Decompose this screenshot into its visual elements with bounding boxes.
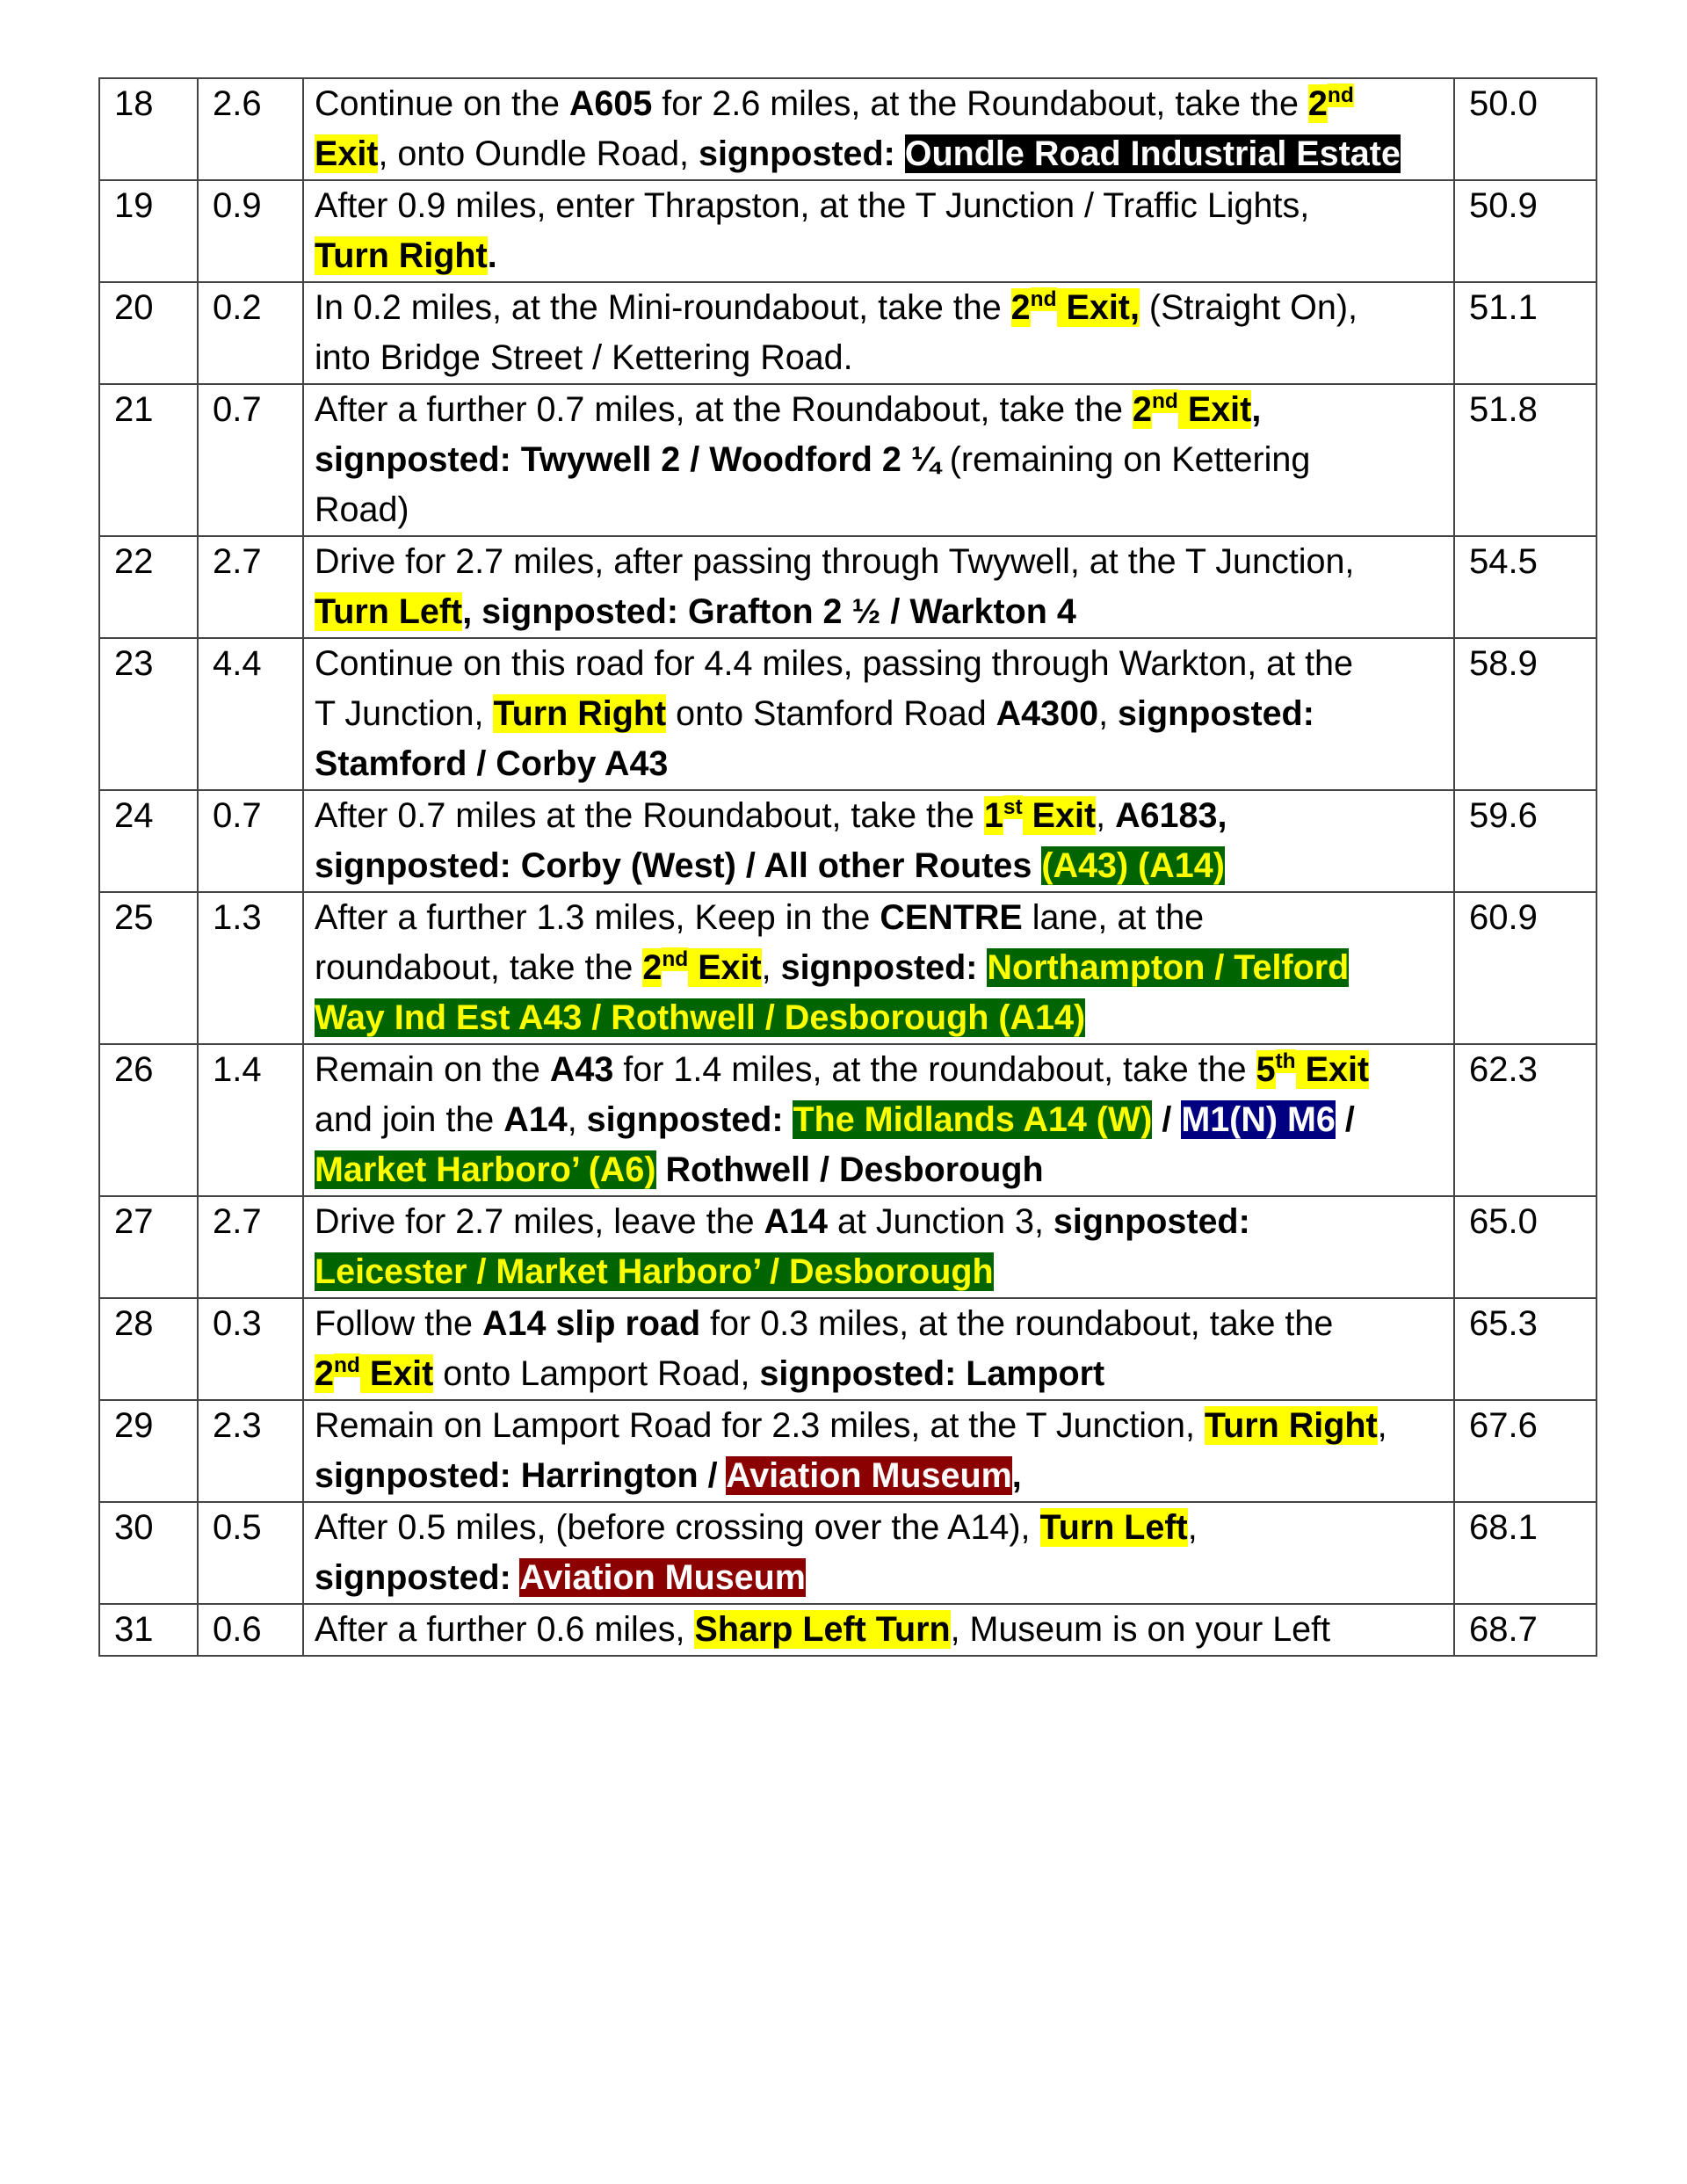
step-number: 23 xyxy=(99,638,198,790)
step-distance: 0.5 xyxy=(198,1502,303,1604)
instruction-text: A605 xyxy=(568,84,653,123)
cumulative-distance: 59.6 xyxy=(1454,790,1596,892)
step-instruction xyxy=(303,790,1454,892)
step-instruction xyxy=(303,78,1454,180)
step-number: 30 xyxy=(99,1502,198,1604)
instruction-text: roundabout, take the xyxy=(315,948,643,987)
instruction-text: After 0.5 miles, (before crossing over the A14), xyxy=(315,1508,1040,1547)
instruction-text: A6183, xyxy=(1115,796,1227,835)
step-number: 29 xyxy=(99,1400,198,1502)
instruction-text: Drive for 2.7 miles, after passing through Twywell, at the T Junction, xyxy=(315,542,1355,581)
instruction-text: After 0.9 miles, enter Thrapston, at the T Junction / Traffic Lights, xyxy=(315,186,1310,225)
step-distance: 2.7 xyxy=(198,1196,303,1298)
table-row xyxy=(99,1196,1596,1298)
cumulative-distance: 51.8 xyxy=(1454,384,1596,536)
instruction-text: In 0.2 miles, at the Mini-roundabout, take the xyxy=(315,288,1011,327)
step-distance: 2.6 xyxy=(198,78,303,180)
instruction-text: . xyxy=(487,236,497,275)
step-distance: 4.4 xyxy=(198,638,303,790)
cumulative-distance: 65.0 xyxy=(1454,1196,1596,1298)
step-distance: 0.7 xyxy=(198,790,303,892)
instruction-text: Rothwell / Desborough xyxy=(655,1150,1044,1189)
instruction-text: into Bridge Street / Kettering Road. xyxy=(315,338,853,377)
step-number: 21 xyxy=(99,384,198,536)
highlighted-text: Turn Left xyxy=(315,592,463,631)
step-instruction xyxy=(303,384,1454,536)
step-number: 26 xyxy=(99,1044,198,1196)
instruction-text: Continue on this road for 4.4 miles, passing through Warkton, at the xyxy=(315,644,1353,683)
step-number: 22 xyxy=(99,536,198,638)
cumulative-distance: 67.6 xyxy=(1454,1400,1596,1502)
highlighted-text: Turn Left xyxy=(1039,1508,1188,1547)
step-distance: 2.3 xyxy=(198,1400,303,1502)
table-row xyxy=(99,1604,1596,1656)
instruction-text: at Junction 3, xyxy=(827,1202,1053,1241)
step-instruction xyxy=(303,1298,1454,1400)
route-table-body xyxy=(99,78,1596,1656)
step-number: 28 xyxy=(99,1298,198,1400)
highlighted-text: nd xyxy=(1151,388,1178,413)
highlighted-text: th xyxy=(1275,1048,1296,1073)
instruction-text: CENTRE xyxy=(880,898,1023,937)
highlighted-text: 2 xyxy=(1307,84,1328,123)
highlighted-text: M1(N) M6 xyxy=(1181,1100,1336,1139)
step-instruction xyxy=(303,638,1454,790)
cumulative-distance: 54.5 xyxy=(1454,536,1596,638)
step-instruction xyxy=(303,1400,1454,1502)
cumulative-distance: 51.1 xyxy=(1454,282,1596,384)
highlighted-text: 5 xyxy=(1256,1050,1276,1089)
cumulative-distance: 62.3 xyxy=(1454,1044,1596,1196)
highlighted-text: Exit xyxy=(315,134,379,173)
instruction-text: After 0.7 miles at the Roundabout, take the xyxy=(315,796,984,835)
step-number: 24 xyxy=(99,790,198,892)
step-distance: 1.4 xyxy=(198,1044,303,1196)
highlighted-text: nd xyxy=(662,947,689,971)
instruction-text: for 2.6 miles, at the Roundabout, take the xyxy=(652,84,1308,123)
instruction-text: lane, at the xyxy=(1022,898,1205,937)
table-row xyxy=(99,1044,1596,1196)
highlighted-text: Exit, xyxy=(1056,288,1140,327)
table-row xyxy=(99,282,1596,384)
highlighted-text: st xyxy=(1003,795,1023,819)
instruction-text: for 0.3 miles, at the roundabout, take the xyxy=(700,1304,1334,1343)
highlighted-text: Exit xyxy=(359,1354,434,1393)
instruction-text: signposted: xyxy=(698,134,905,173)
instruction-text: , xyxy=(567,1100,587,1139)
instruction-text: Remain on the xyxy=(315,1050,550,1089)
instruction-text: Follow the xyxy=(315,1304,483,1343)
instruction-text: A4300 xyxy=(996,694,1099,733)
instruction-text: / xyxy=(1152,1100,1182,1139)
instruction-text: Drive for 2.7 miles, leave the xyxy=(315,1202,764,1241)
step-instruction xyxy=(303,1502,1454,1604)
instruction-text: , Museum is on your Left xyxy=(950,1610,1331,1649)
instruction-text: A14 xyxy=(503,1100,568,1139)
instruction-text: / xyxy=(1335,1100,1355,1139)
table-row xyxy=(99,638,1596,790)
cumulative-distance: 50.0 xyxy=(1454,78,1596,180)
highlighted-text: 2 xyxy=(642,948,662,987)
highlighted-text: nd xyxy=(333,1353,360,1377)
instruction-text: , xyxy=(1251,390,1262,429)
instruction-text: signposted: xyxy=(1118,694,1314,733)
step-instruction xyxy=(303,1604,1454,1656)
step-distance: 0.7 xyxy=(198,384,303,536)
highlighted-text: Turn Right xyxy=(1204,1406,1378,1445)
instruction-text: , xyxy=(1098,694,1119,733)
instruction-text: signposted: xyxy=(586,1100,793,1139)
step-instruction xyxy=(303,282,1454,384)
instruction-text: A43 xyxy=(549,1050,614,1089)
instruction-text: , signposted: Grafton 2 ½ / Warkton 4 xyxy=(462,592,1076,631)
step-number: 18 xyxy=(99,78,198,180)
highlighted-text: Sharp Left Turn xyxy=(694,1610,951,1649)
instruction-text: , xyxy=(761,948,781,987)
instruction-text: A14 slip road xyxy=(482,1304,701,1343)
highlighted-text: Leicester / Market Harboro’ / Desborough xyxy=(315,1252,994,1291)
table-row xyxy=(99,180,1596,282)
cumulative-distance: 50.9 xyxy=(1454,180,1596,282)
highlighted-text: Aviation Museum xyxy=(519,1558,806,1597)
table-row xyxy=(99,1502,1596,1604)
step-distance: 0.9 xyxy=(198,180,303,282)
table-row xyxy=(99,78,1596,180)
table-row xyxy=(99,536,1596,638)
instruction-text: for 1.4 miles, at the roundabout, take the xyxy=(613,1050,1256,1089)
highlighted-text: Northampton / Telford xyxy=(987,948,1350,987)
highlighted-text: 2 xyxy=(315,1354,334,1393)
instruction-text: , onto Oundle Road, xyxy=(378,134,699,173)
instruction-text: A14 xyxy=(764,1202,828,1241)
highlighted-text: 1 xyxy=(983,796,1003,835)
highlighted-text: Exit xyxy=(688,948,762,987)
instruction-text: (remaining on Kettering xyxy=(939,440,1311,479)
instruction-text: signposted: xyxy=(780,948,988,987)
highlighted-text: Oundle Road Industrial Estate xyxy=(904,134,1401,173)
route-directions-table xyxy=(98,77,1597,1657)
instruction-text: Remain on Lamport Road for 2.3 miles, at the T Junction, xyxy=(315,1406,1205,1445)
step-distance: 0.3 xyxy=(198,1298,303,1400)
table-row xyxy=(99,1400,1596,1502)
highlighted-text: Exit xyxy=(1022,796,1097,835)
step-distance: 2.7 xyxy=(198,536,303,638)
instruction-text: T Junction, xyxy=(315,694,494,733)
highlighted-text: Aviation Museum xyxy=(726,1456,1012,1495)
instruction-text: signposted: xyxy=(315,1558,520,1597)
step-instruction xyxy=(303,180,1454,282)
instruction-text: and join the xyxy=(315,1100,504,1139)
table-row xyxy=(99,1298,1596,1400)
highlighted-text: Way Ind Est A43 / Rothwell / Desborough (A14) xyxy=(315,998,1086,1037)
cumulative-distance: 68.1 xyxy=(1454,1502,1596,1604)
step-number: 19 xyxy=(99,180,198,282)
highlighted-text: The Midlands A14 (W) xyxy=(793,1100,1153,1139)
step-number: 27 xyxy=(99,1196,198,1298)
highlighted-text: Turn Right xyxy=(493,694,667,733)
step-distance: 1.3 xyxy=(198,892,303,1044)
cumulative-distance: 60.9 xyxy=(1454,892,1596,1044)
instruction-text: signposted: Twywell 2 / Woodford 2 ¼ xyxy=(315,440,940,479)
highlighted-text: 2 xyxy=(1010,288,1031,327)
instruction-text: (Straight On), xyxy=(1139,288,1358,327)
instruction-text: , xyxy=(1011,1456,1022,1495)
instruction-text: signposted: Lamport xyxy=(759,1354,1105,1393)
highlighted-text: Exit xyxy=(1295,1050,1370,1089)
table-row xyxy=(99,892,1596,1044)
highlighted-text: nd xyxy=(1327,83,1354,107)
step-distance: 0.6 xyxy=(198,1604,303,1656)
table-row xyxy=(99,790,1596,892)
step-distance: 0.2 xyxy=(198,282,303,384)
highlighted-text: Market Harboro’ (A6) xyxy=(315,1150,656,1189)
step-number: 25 xyxy=(99,892,198,1044)
step-instruction xyxy=(303,892,1454,1044)
instruction-text: Continue on the xyxy=(315,84,569,123)
highlighted-text: nd xyxy=(1030,287,1057,311)
step-number: 20 xyxy=(99,282,198,384)
highlighted-text: Exit xyxy=(1177,390,1252,429)
highlighted-text: (A43) (A14) xyxy=(1041,846,1225,885)
instruction-text: After a further 1.3 miles, Keep in the xyxy=(315,898,880,937)
instruction-text: onto Lamport Road, xyxy=(433,1354,760,1393)
cumulative-distance: 58.9 xyxy=(1454,638,1596,790)
step-number: 31 xyxy=(99,1604,198,1656)
instruction-text: signposted: Corby (West) / All other Routes xyxy=(315,846,1042,885)
table-row xyxy=(99,384,1596,536)
step-instruction xyxy=(303,1196,1454,1298)
highlighted-text: Turn Right xyxy=(315,236,488,275)
instruction-text: onto Stamford Road xyxy=(666,694,996,733)
cumulative-distance: 65.3 xyxy=(1454,1298,1596,1400)
instruction-text: , xyxy=(1187,1508,1198,1547)
instruction-text: After a further 0.6 miles, xyxy=(315,1610,695,1649)
instruction-text: signposted: Harrington / xyxy=(315,1456,727,1495)
instruction-text: Road) xyxy=(315,490,409,529)
step-instruction xyxy=(303,536,1454,638)
instruction-text: , xyxy=(1377,1406,1387,1445)
instruction-text: signposted: xyxy=(1053,1202,1250,1241)
instruction-text: , xyxy=(1096,796,1116,835)
highlighted-text: 2 xyxy=(1133,390,1152,429)
instruction-text: Stamford / Corby A43 xyxy=(315,744,669,783)
cumulative-distance: 68.7 xyxy=(1454,1604,1596,1656)
instruction-text: After a further 0.7 miles, at the Roundabout, take the xyxy=(315,390,1133,429)
step-instruction xyxy=(303,1044,1454,1196)
